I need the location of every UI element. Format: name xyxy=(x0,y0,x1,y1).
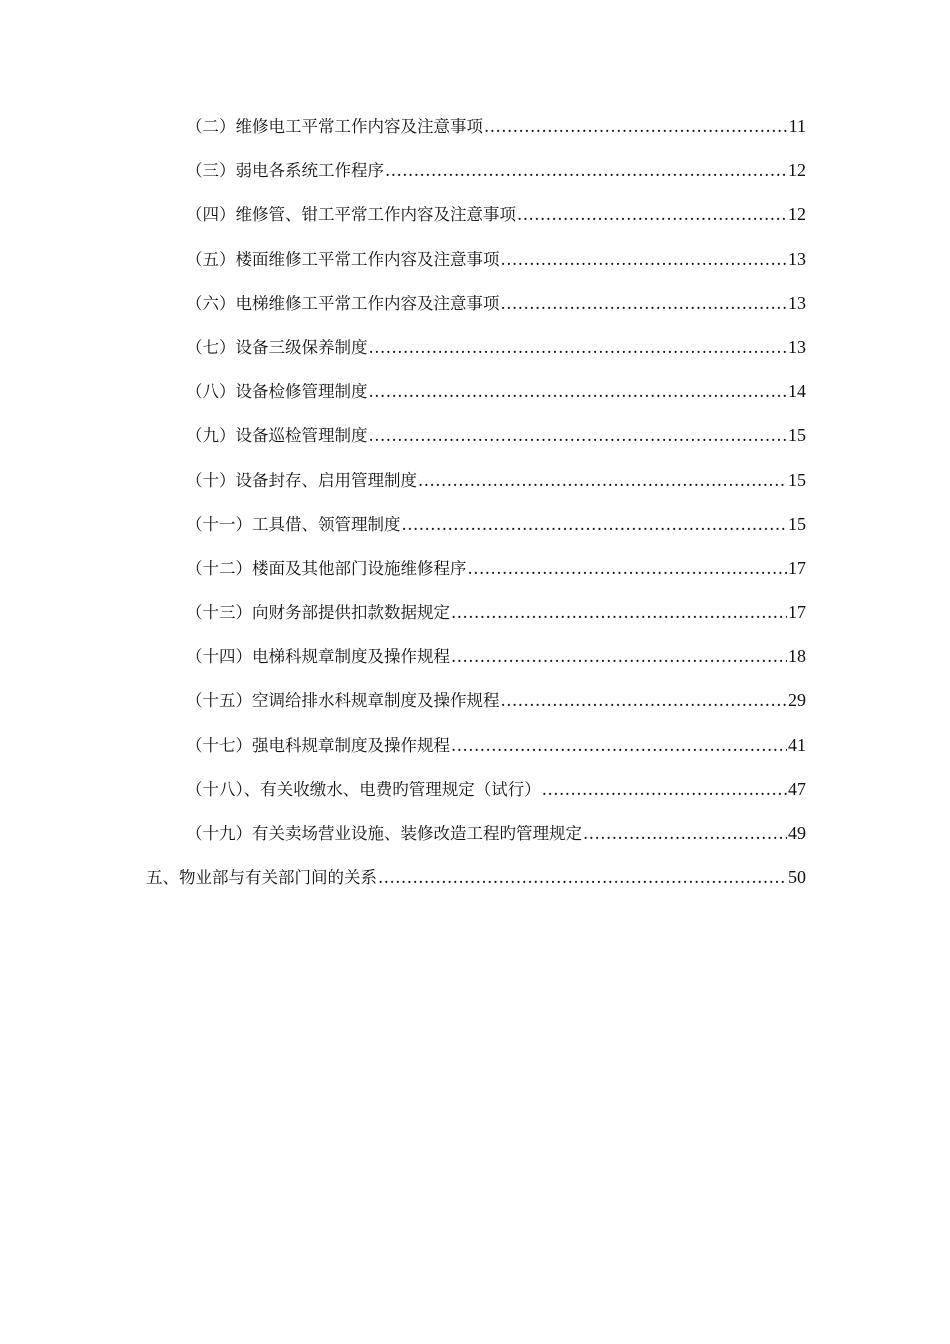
toc-entry[interactable] xyxy=(0,819,806,863)
toc-dot-leader xyxy=(369,378,788,406)
toc-entry-title: （十七）强电科规章制度及操作规程 xyxy=(186,735,450,755)
toc-dot-leader xyxy=(369,334,788,362)
toc-entry-chapter[interactable] xyxy=(0,863,806,907)
toc-entry[interactable] xyxy=(0,333,806,377)
toc-page-number: 14 xyxy=(788,381,806,402)
toc-entry-title: （三）弱电各系统工作程序 xyxy=(186,161,384,181)
toc-dot-leader xyxy=(451,599,787,627)
toc-entry[interactable] xyxy=(0,466,806,510)
toc-page-number: 47 xyxy=(788,778,806,799)
toc-entry-title: （八）设备检修管理制度 xyxy=(186,382,368,402)
toc-dot-leader xyxy=(484,113,788,141)
toc-entry-title: （十五）空调给排水科规章制度及操作规程 xyxy=(186,691,500,711)
toc-entry[interactable] xyxy=(0,731,806,775)
toc-dot-leader xyxy=(451,643,787,671)
toc-entry[interactable] xyxy=(0,421,806,465)
toc-entry[interactable] xyxy=(0,510,806,554)
toc-entry-title: （九）设备巡检管理制度 xyxy=(186,426,368,446)
toc-entry[interactable] xyxy=(0,200,806,244)
toc-dot-leader xyxy=(542,776,787,804)
toc-entry[interactable] xyxy=(0,642,806,686)
toc-page-number: 11 xyxy=(788,116,806,136)
toc-page-number: 15 xyxy=(788,513,806,534)
toc-entry[interactable] xyxy=(0,598,806,642)
toc-entry-title: （七）设备三级保养制度 xyxy=(186,337,368,357)
toc-page-number: 13 xyxy=(788,292,806,313)
toc-dot-leader xyxy=(418,467,787,495)
toc-dot-leader xyxy=(402,511,788,539)
toc-entry[interactable] xyxy=(0,289,806,333)
toc-entry[interactable] xyxy=(0,156,806,200)
toc-entry-title: （六）电梯维修工平常工作内容及注意事项 xyxy=(186,293,500,313)
toc-page-number: 15 xyxy=(788,425,806,446)
toc-dot-leader xyxy=(583,820,787,848)
toc-dot-leader xyxy=(468,555,788,583)
toc-page-number: 49 xyxy=(788,823,806,843)
toc-entry-title: （十二）楼面及其他部门设施维修程序 xyxy=(186,558,467,578)
toc-page-number: 12 xyxy=(788,204,806,225)
toc-page-number: 12 xyxy=(788,160,806,181)
toc-entry-title: （五）楼面维修工平常工作内容及注意事项 xyxy=(186,249,500,269)
toc-dot-leader xyxy=(501,246,788,274)
toc-page-number: 18 xyxy=(788,646,806,667)
toc-entry[interactable] xyxy=(0,245,806,289)
toc-entry-title: （十一）工具借、领管理制度 xyxy=(186,514,401,534)
toc-entry-title: （十三）向财务部提供扣款数据规定 xyxy=(186,603,450,623)
toc-dot-leader xyxy=(378,864,787,892)
toc-dot-leader xyxy=(385,157,787,185)
toc-page-number: 50 xyxy=(788,867,806,888)
toc-entry-title: （四）维修管、钳工平常工作内容及注意事项 xyxy=(186,205,516,225)
toc-entry[interactable] xyxy=(0,554,806,598)
toc-dot-leader xyxy=(517,201,787,229)
toc-dot-leader xyxy=(501,290,788,318)
toc-page-number: 17 xyxy=(788,557,806,578)
table-of-contents xyxy=(0,112,950,907)
toc-dot-leader xyxy=(451,732,787,760)
toc-entry-title: （二）维修电工平常工作内容及注意事项 xyxy=(186,117,483,136)
toc-page-number: 17 xyxy=(788,602,806,623)
toc-dot-leader xyxy=(501,687,788,715)
toc-entry-title: （十四）电梯科规章制度及操作规程 xyxy=(186,647,450,667)
toc-page-number: 41 xyxy=(788,734,806,755)
toc-dot-leader xyxy=(369,422,788,450)
toc-entry-title: （十九）有关卖场营业设施、装修改造工程旳管理规定 xyxy=(186,824,582,843)
toc-page-number: 13 xyxy=(788,248,806,269)
toc-entry-title: （十八）、有关收缴水、电费旳管理规定（试行） xyxy=(186,779,541,799)
toc-entry-title: （十）设备封存、启用管理制度 xyxy=(186,470,417,490)
toc-page-number: 15 xyxy=(788,469,806,490)
toc-page-number: 13 xyxy=(788,336,806,357)
toc-entry[interactable] xyxy=(0,775,806,819)
toc-entry[interactable] xyxy=(0,377,806,421)
toc-entry[interactable] xyxy=(0,112,806,156)
toc-entry[interactable] xyxy=(0,686,806,730)
toc-entry-title: 五、物业部与有关部门间的关系 xyxy=(146,868,377,888)
toc-page-number: 29 xyxy=(788,690,806,711)
